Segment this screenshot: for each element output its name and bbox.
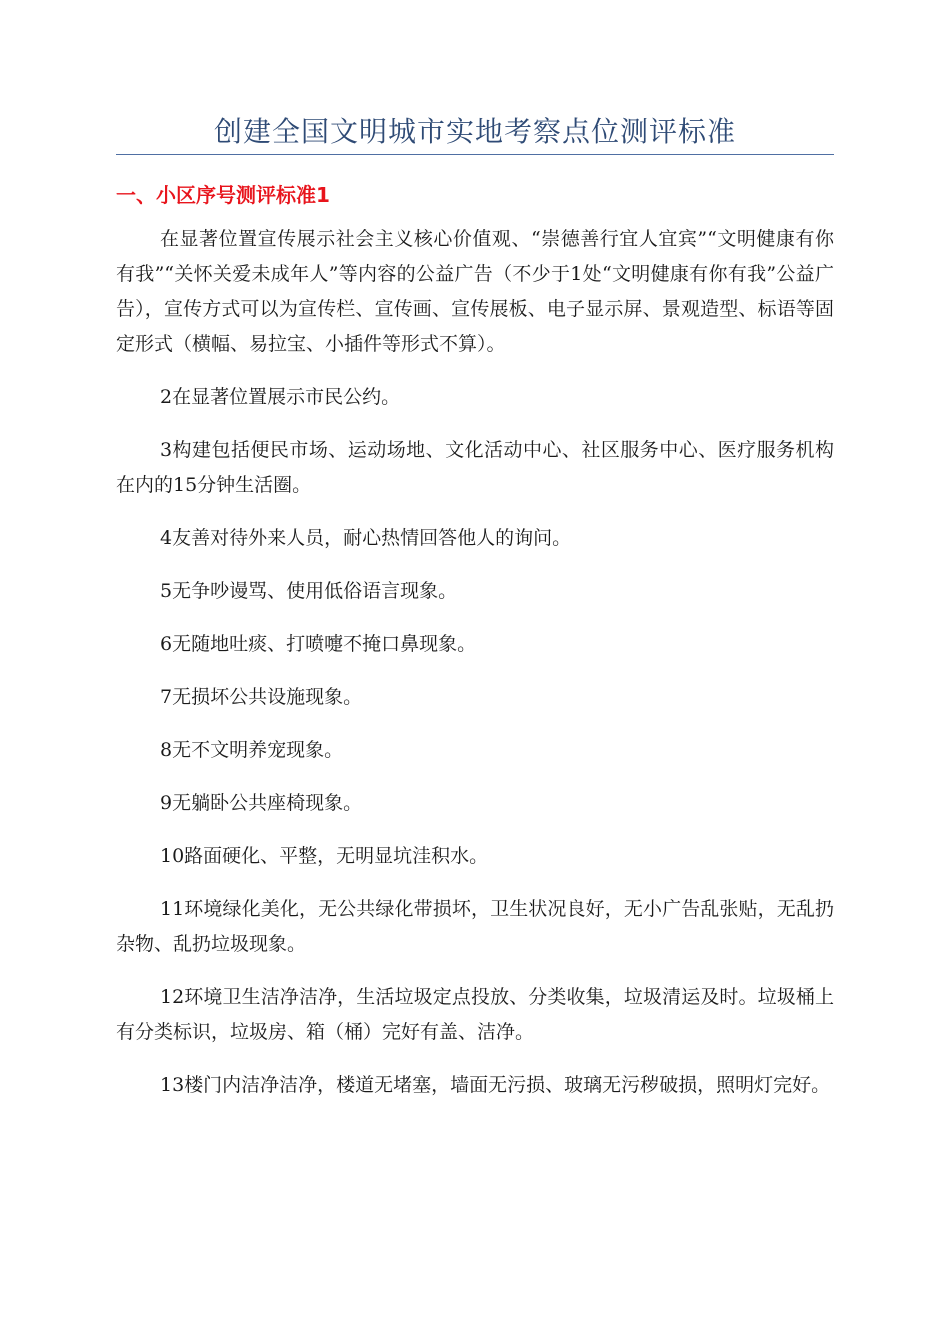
title-divider xyxy=(116,154,834,155)
paragraph: 12环境卫生洁净洁净，生活垃圾定点投放、分类收集，垃圾清运及时。垃圾桶上有分类标识，垃圾房、箱（桶）完好有盖、洁净。 xyxy=(116,986,834,1043)
paragraph: 6无随地吐痰、打喷嚏不掩口鼻现象。 xyxy=(160,633,477,655)
paragraph: 5无争吵谩骂、使用低俗语言现象。 xyxy=(160,580,458,602)
paragraph: 4友善对待外来人员，耐心热情回答他人的询问。 xyxy=(160,527,572,549)
section-heading: 一、小区序号测评标准1 xyxy=(116,183,330,207)
paragraph: 9无躺卧公共座椅现象。 xyxy=(160,792,363,814)
paragraph: 11环境绿化美化，无公共绿化带损坏，卫生状况良好，无小广告乱张贴，无乱扔杂物、乱扔垃圾现象。 xyxy=(116,898,834,955)
paragraph: 7无损坏公共设施现象。 xyxy=(160,686,363,708)
paragraph: 13楼门内洁净洁净，楼道无堵塞，墙面无污损、玻璃无污秽破损，照明灯完好。 xyxy=(160,1074,831,1096)
paragraph: 8无不文明养宠现象。 xyxy=(160,739,344,761)
paragraph: 2在显著位置展示市民公约。 xyxy=(160,386,401,408)
paragraph: 在显著位置宣传展示社会主义核心价值观、“崇德善行宜人宜宾”“文明健康有你有我”“关怀关爱未成年人”等内容的公益广告（不少于1处“文明健康有你有我”公益广告），宣传方式可以为宣传栏、宣传画、宣传展板、电子显示屏、景观造型、标语等固定形式（横幅、易拉宝、小插件等形式不算）。 xyxy=(116,228,834,355)
paragraph: 10路面硬化、平整，无明显坑洼积水。 xyxy=(160,845,489,867)
document-title: 创建全国文明城市实地考察点位测评标准 xyxy=(213,115,736,148)
paragraph: 3构建包括便民市场、运动场地、文化活动中心、社区服务中心、医疗服务机构在内的15分钟生活圈。 xyxy=(116,439,834,496)
document-body xyxy=(116,222,834,1121)
